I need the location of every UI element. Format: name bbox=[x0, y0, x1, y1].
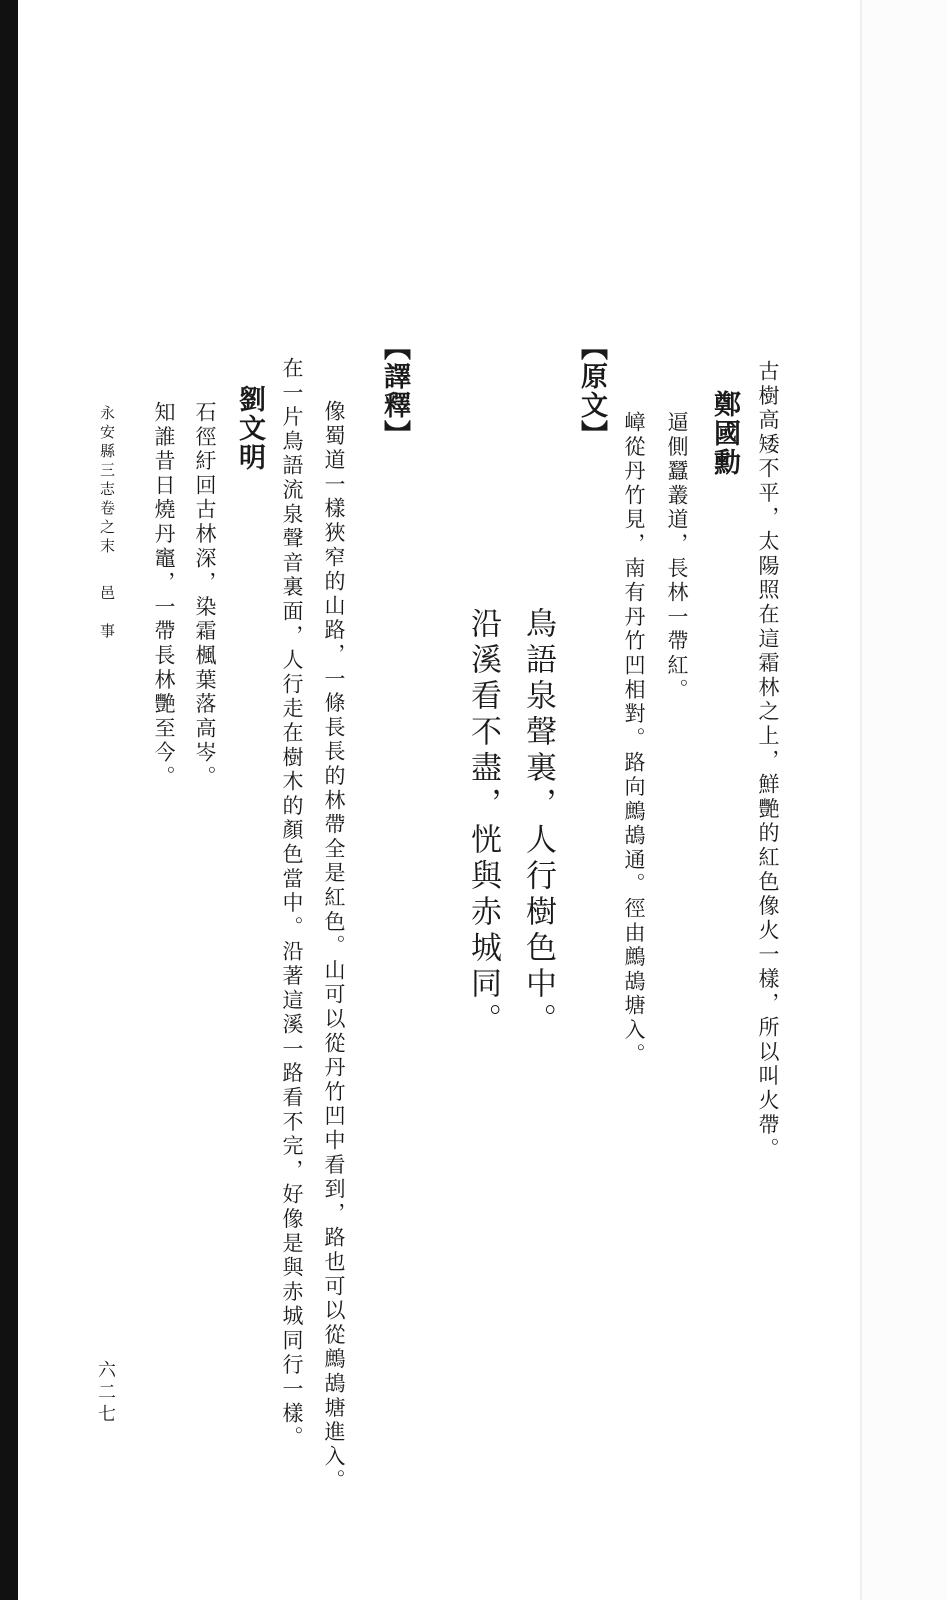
yishi-heading: 【譯釋】 bbox=[379, 333, 410, 449]
author-zheng-guoxun: 鄭國勳 bbox=[709, 390, 740, 477]
page-number: 六二七 bbox=[95, 1360, 116, 1426]
translation-zheng-2: 在一片鳥語流泉聲音裏面，人行走在樹木的顏色當中。沿著這溪一路看不完，好像是與赤城同行一樣。 bbox=[280, 357, 304, 1451]
author-liu-wenming: 劉文明 bbox=[234, 385, 265, 472]
poem-note-zheng: 嶂從丹竹見，南有丹竹凹相對。路向鷓鴣通。徑由鷓鴣塘入。 bbox=[622, 411, 646, 1068]
footer-book-title: 永安縣三志卷之末 bbox=[98, 405, 116, 557]
poem-line-2-liu: 知誰昔日燒丹竈，一帶長林艷至今。 bbox=[152, 401, 176, 790]
scan-edge bbox=[0, 0, 18, 1600]
yuanwen-heading: 【原文】 bbox=[576, 333, 607, 449]
poem-line-2-zheng: 沿溪看不盡，恍與赤城同。 bbox=[465, 607, 501, 1039]
poem-title-zheng: 逼側蠶叢道，長林一帶紅。 bbox=[665, 411, 689, 703]
prev-translation-tail: 古樹高矮不平，太陽照在這霜林之上，鮮艷的紅色像火一樣，所以叫火帶。 bbox=[756, 360, 780, 1162]
poem-line-1-zheng: 鳥語泉聲裏，人行樹色中。 bbox=[520, 607, 556, 1039]
footer-section: 邑 事 bbox=[98, 585, 116, 642]
page-margin bbox=[862, 0, 946, 1600]
poem-line-1-liu: 石徑紆回古林深，染霜楓葉落高岑。 bbox=[193, 401, 217, 790]
translation-zheng-1: 像蜀道一樣狹窄的山路，一條長長的林帶全是紅色。山可以從丹竹凹中看到，路也可以從鷓鴣塘進入。 bbox=[322, 400, 346, 1494]
